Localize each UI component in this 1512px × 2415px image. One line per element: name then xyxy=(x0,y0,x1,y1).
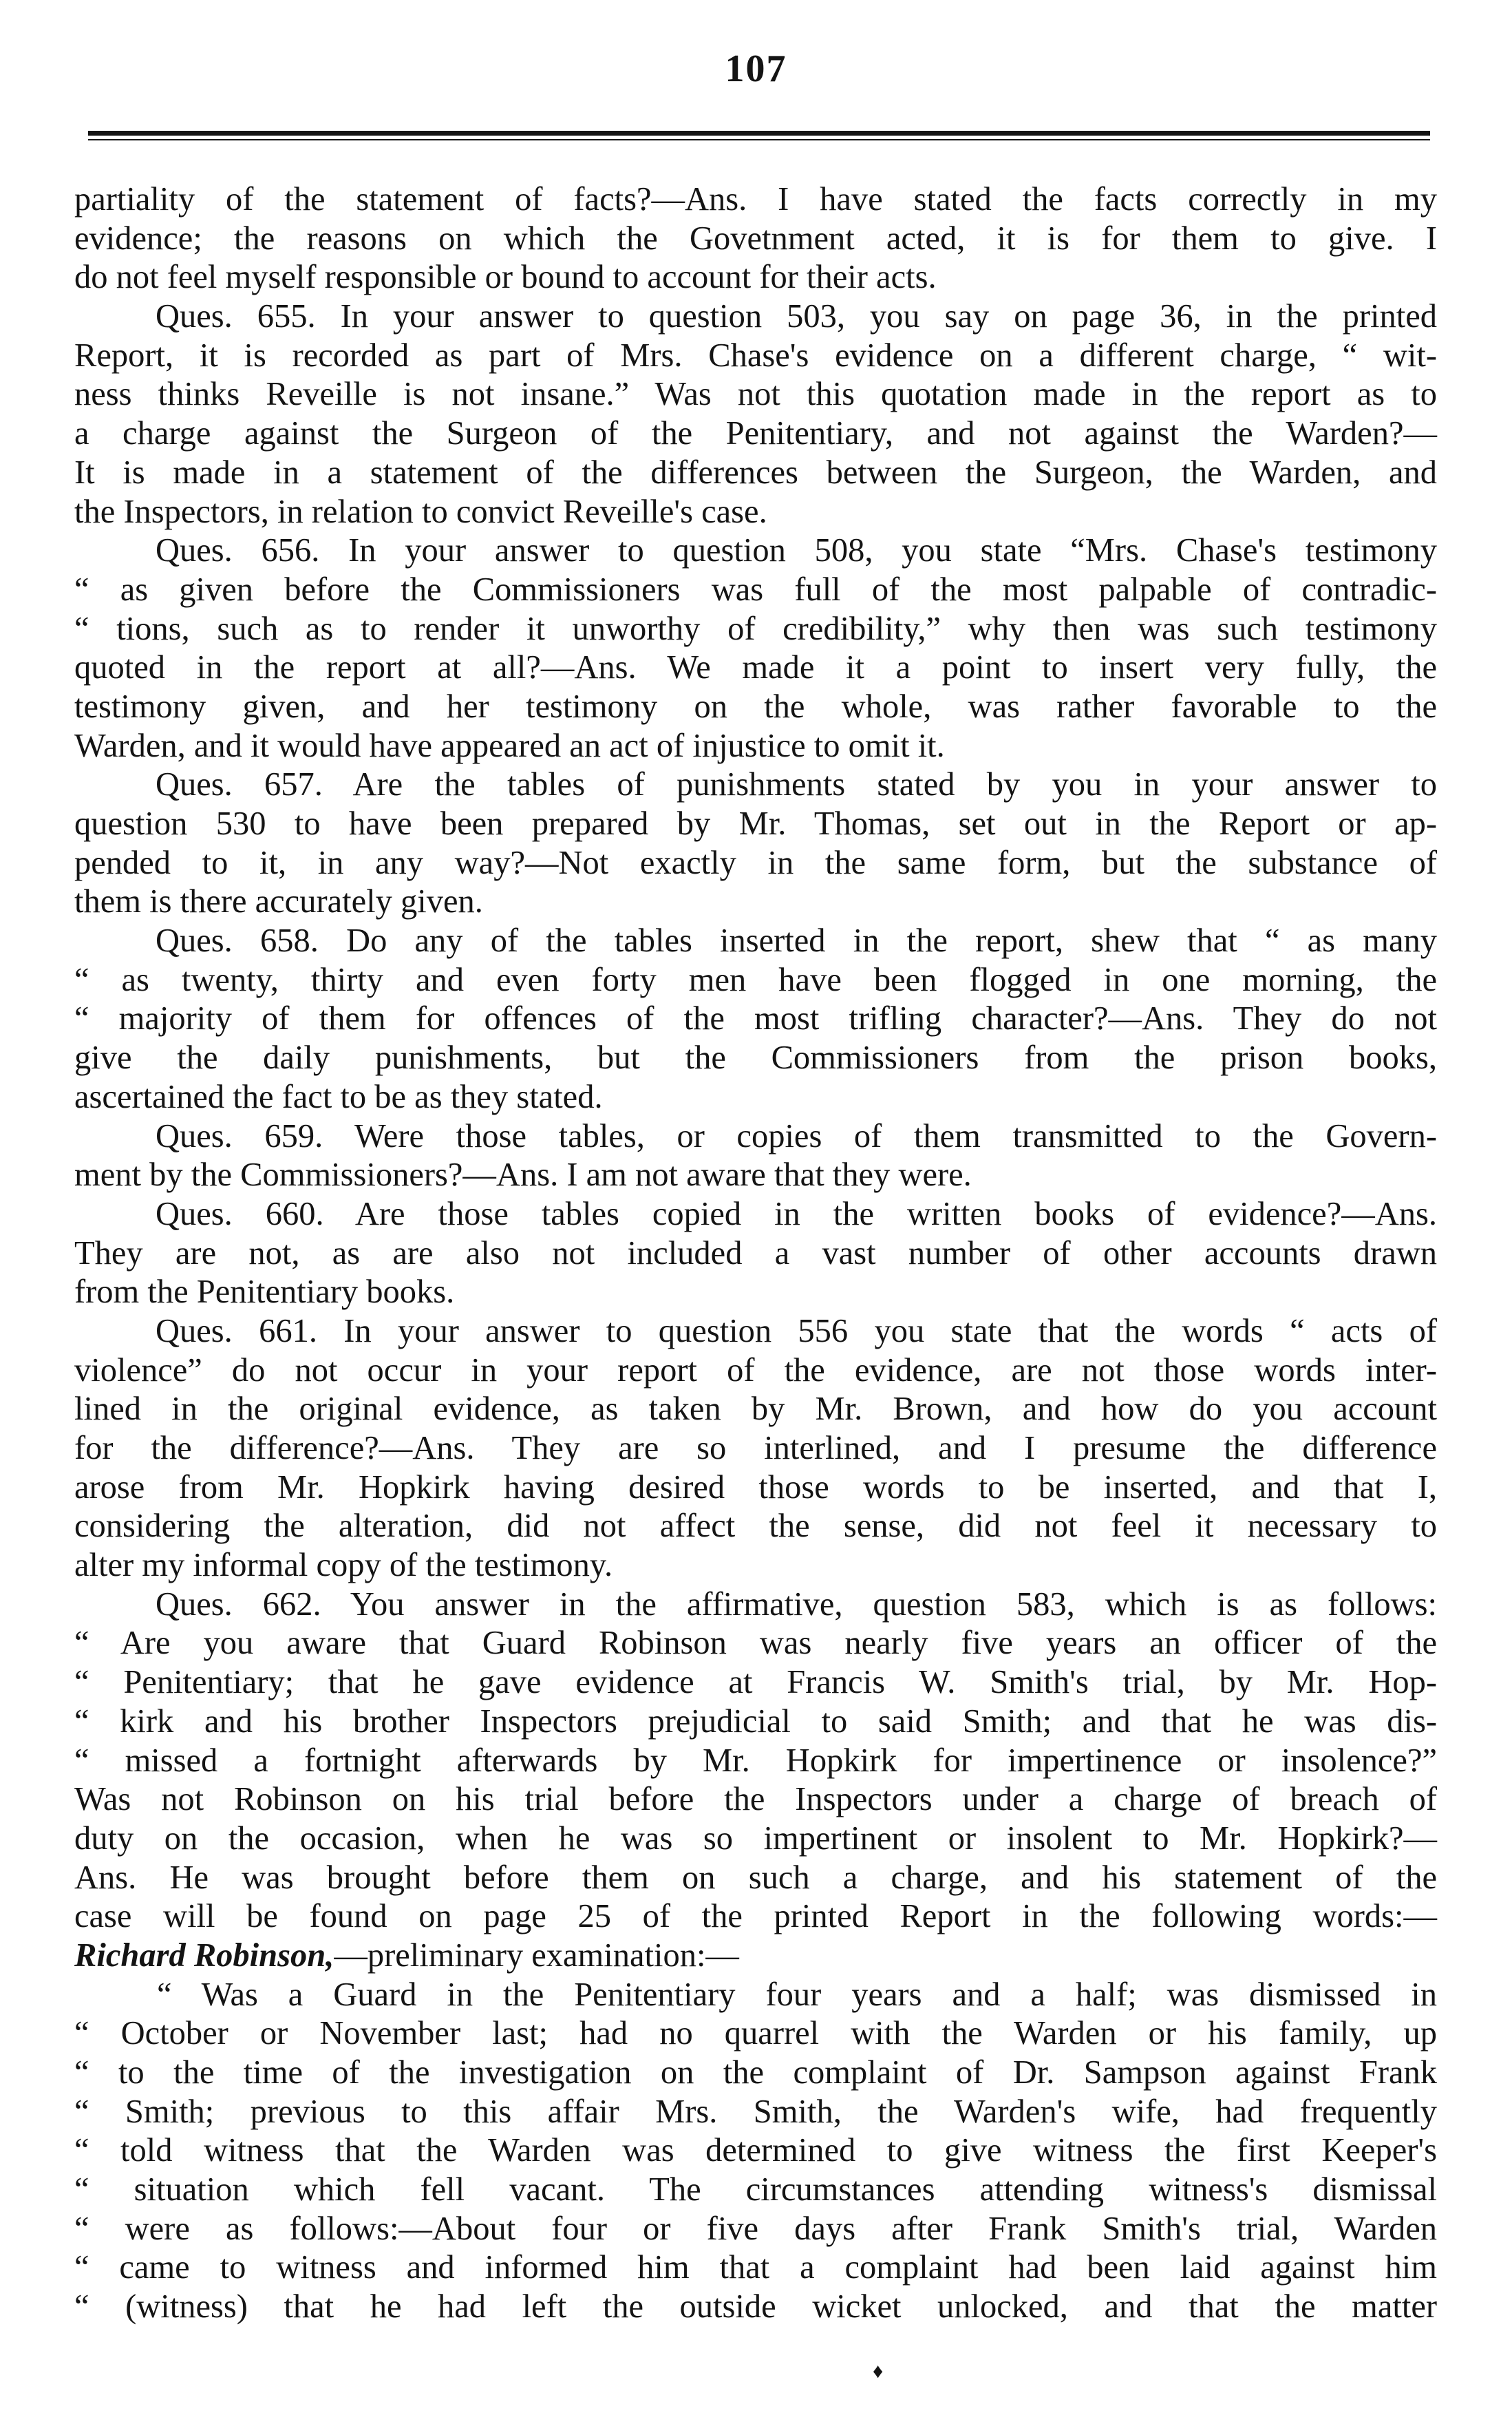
text-line: ascertained the fact to be as they stated. xyxy=(74,1078,603,1115)
text-line: “ to the time of the investigation on the complaint of Dr. Sampson against Frank xyxy=(74,2054,1437,2091)
text-line: Report, it is recorded as part of Mrs. Chase's evidence on a different charge, “ wit- xyxy=(74,337,1437,374)
text-line: “ situation which fell vacant. The circumstances attending witness's dismissal xyxy=(74,2171,1437,2208)
text-line: duty on the occasion, when he was so impertinent or insolent to Mr. Hopkirk?— xyxy=(74,1820,1437,1857)
text-line: partiality of the statement of facts?—Ans. I have stated the facts correctly in my xyxy=(74,181,1437,218)
text-line: them is there accurately given. xyxy=(74,883,483,920)
text-line: Ques. 655. In your answer to question 503, you say on page 36, in the printed xyxy=(156,298,1437,335)
text-line: violence” do not occur in your report of the evidence, are not those words inter- xyxy=(74,1351,1437,1389)
text-line: “ told witness that the Warden was determined to give witness the first Keeper's xyxy=(74,2132,1437,2169)
text-line: Ques. 658. Do any of the tables inserted in the report, shew that “ as many xyxy=(156,922,1437,960)
text-line: “ were as follows:—About four or five days after Frank Smith's trial, Warden xyxy=(74,2210,1437,2247)
text-line: case will be found on page 25 of the printed Report in the following words:— xyxy=(74,1898,1437,1935)
text-line: considering the alteration, did not affect the sense, did not feel it necessary to xyxy=(74,1508,1437,1545)
text-line: Ques. 657. Are the tables of punishments stated by you in your answer to xyxy=(156,766,1437,803)
text-line: a charge against the Surgeon of the Penitentiary, and not against the Warden?— xyxy=(74,415,1437,452)
line-text: —preliminary examination:— xyxy=(334,1937,739,1974)
text-line: “ missed a fortnight afterwards by Mr. Hopkirk for impertinence or insolence?” xyxy=(74,1742,1437,1779)
text-line: from the Penitentiary books. xyxy=(74,1274,455,1311)
text-line: Ques. 662. You answer in the affirmative, question 583, which is as follows: xyxy=(156,1585,1437,1623)
text-line: ness thinks Reveille is not insane.” Was not this quotation made in the report as to xyxy=(74,376,1437,413)
header-rule xyxy=(88,131,1430,136)
text-line: “ Are you aware that Guard Robinson was nearly five years an officer of the xyxy=(74,1625,1437,1662)
text-line: question 530 to have been prepared by Mr. Thomas, set out in the Report or ap- xyxy=(74,805,1437,842)
text-line: testimony given, and her testimony on the whole, was rather favorable to the xyxy=(74,688,1437,725)
text-line: “ (witness) that he had left the outside wicket unlocked, and that the matter xyxy=(74,2288,1437,2326)
text-line: Warden, and it would have appeared an act of injustice to omit it. xyxy=(74,727,945,764)
speaker-name: Richard Robinson, xyxy=(74,1937,334,1974)
header-rule-thin xyxy=(88,139,1430,140)
body-text xyxy=(74,180,1437,2327)
text-line: quoted in the report at all?—Ans. We made it a point to insert very fully, the xyxy=(74,649,1437,686)
text-line: It is made in a statement of the differences between the Surgeon, the Warden, and xyxy=(74,454,1437,491)
page-number: 107 xyxy=(725,48,787,90)
text-line: “ Smith; previous to this affair Mrs. Smith, the Warden's wife, had frequently xyxy=(74,2093,1437,2130)
text-line: “ tions, such as to render it unworthy of credibility,” why then was such testimony xyxy=(74,610,1437,647)
text-line: Was not Robinson on his trial before the Inspectors under a charge of breach of xyxy=(74,1781,1437,1818)
text-line: “ Was a Guard in the Penitentiary four years and a half; was dismissed in xyxy=(157,1976,1437,2013)
printer-mark: ♦ xyxy=(873,2360,884,2383)
text-line: “ as given before the Commissioners was full of the most palpable of contradic- xyxy=(74,571,1437,608)
text-line: “ came to witness and informed him that a complaint had been laid against him xyxy=(74,2249,1437,2286)
text-line: “ as twenty, thirty and even forty men have been flogged in one morning, the xyxy=(74,961,1437,998)
text-line: for the difference?—Ans. They are so interlined, and I presume the difference xyxy=(74,1430,1437,1466)
text-line: pended to it, in any way?—Not exactly in the same form, but the substance of xyxy=(74,844,1437,881)
text-line: give the daily punishments, but the Commissioners from the prison books, xyxy=(74,1040,1437,1077)
text-line: “ majority of them for offences of the most trifling character?—Ans. They do not xyxy=(74,1000,1437,1037)
text-line: Ques. 660. Are those tables copied in the written books of evidence?—Ans. xyxy=(156,1195,1437,1232)
text-line: alter my informal copy of the testimony. xyxy=(74,1547,613,1584)
text-line: “ kirk and his brother Inspectors prejudicial to said Smith; and that he was dis- xyxy=(74,1702,1437,1740)
text-line: arose from Mr. Hopkirk having desired those words to be inserted, and that I, xyxy=(74,1468,1437,1506)
text-line: ment by the Commissioners?—Ans. I am not aware that they were. xyxy=(74,1157,972,1194)
text-line: do not feel myself responsible or bound to account for their acts. xyxy=(74,259,937,296)
text-line xyxy=(74,1937,1437,1976)
text-line: Ques. 656. In your answer to question 508, you state “Mrs. Chase's testimony xyxy=(156,532,1437,569)
text-line: “ October or November last; had no quarrel with the Warden or his family, up xyxy=(74,2015,1437,2052)
text-line: evidence; the reasons on which the Govetnment acted, it is for them to give. I xyxy=(74,220,1437,257)
text-line: Ans. He was brought before them on such a charge, and his statement of the xyxy=(74,1859,1437,1896)
text-line: “ Penitentiary; that he gave evidence at Francis W. Smith's trial, by Mr. Hop- xyxy=(74,1664,1437,1701)
text-line: the Inspectors, in relation to convict Reveille's case. xyxy=(74,493,767,530)
text-line: Ques. 659. Were those tables, or copies of them transmitted to the Govern- xyxy=(156,1117,1437,1154)
text-line: They are not, as are also not included a vast number of other accounts drawn xyxy=(74,1234,1437,1272)
text-line: Ques. 661. In your answer to question 556 you state that the words “ acts of xyxy=(156,1312,1437,1349)
text-line: lined in the original evidence, as taken by Mr. Brown, and how do you account xyxy=(74,1391,1437,1428)
